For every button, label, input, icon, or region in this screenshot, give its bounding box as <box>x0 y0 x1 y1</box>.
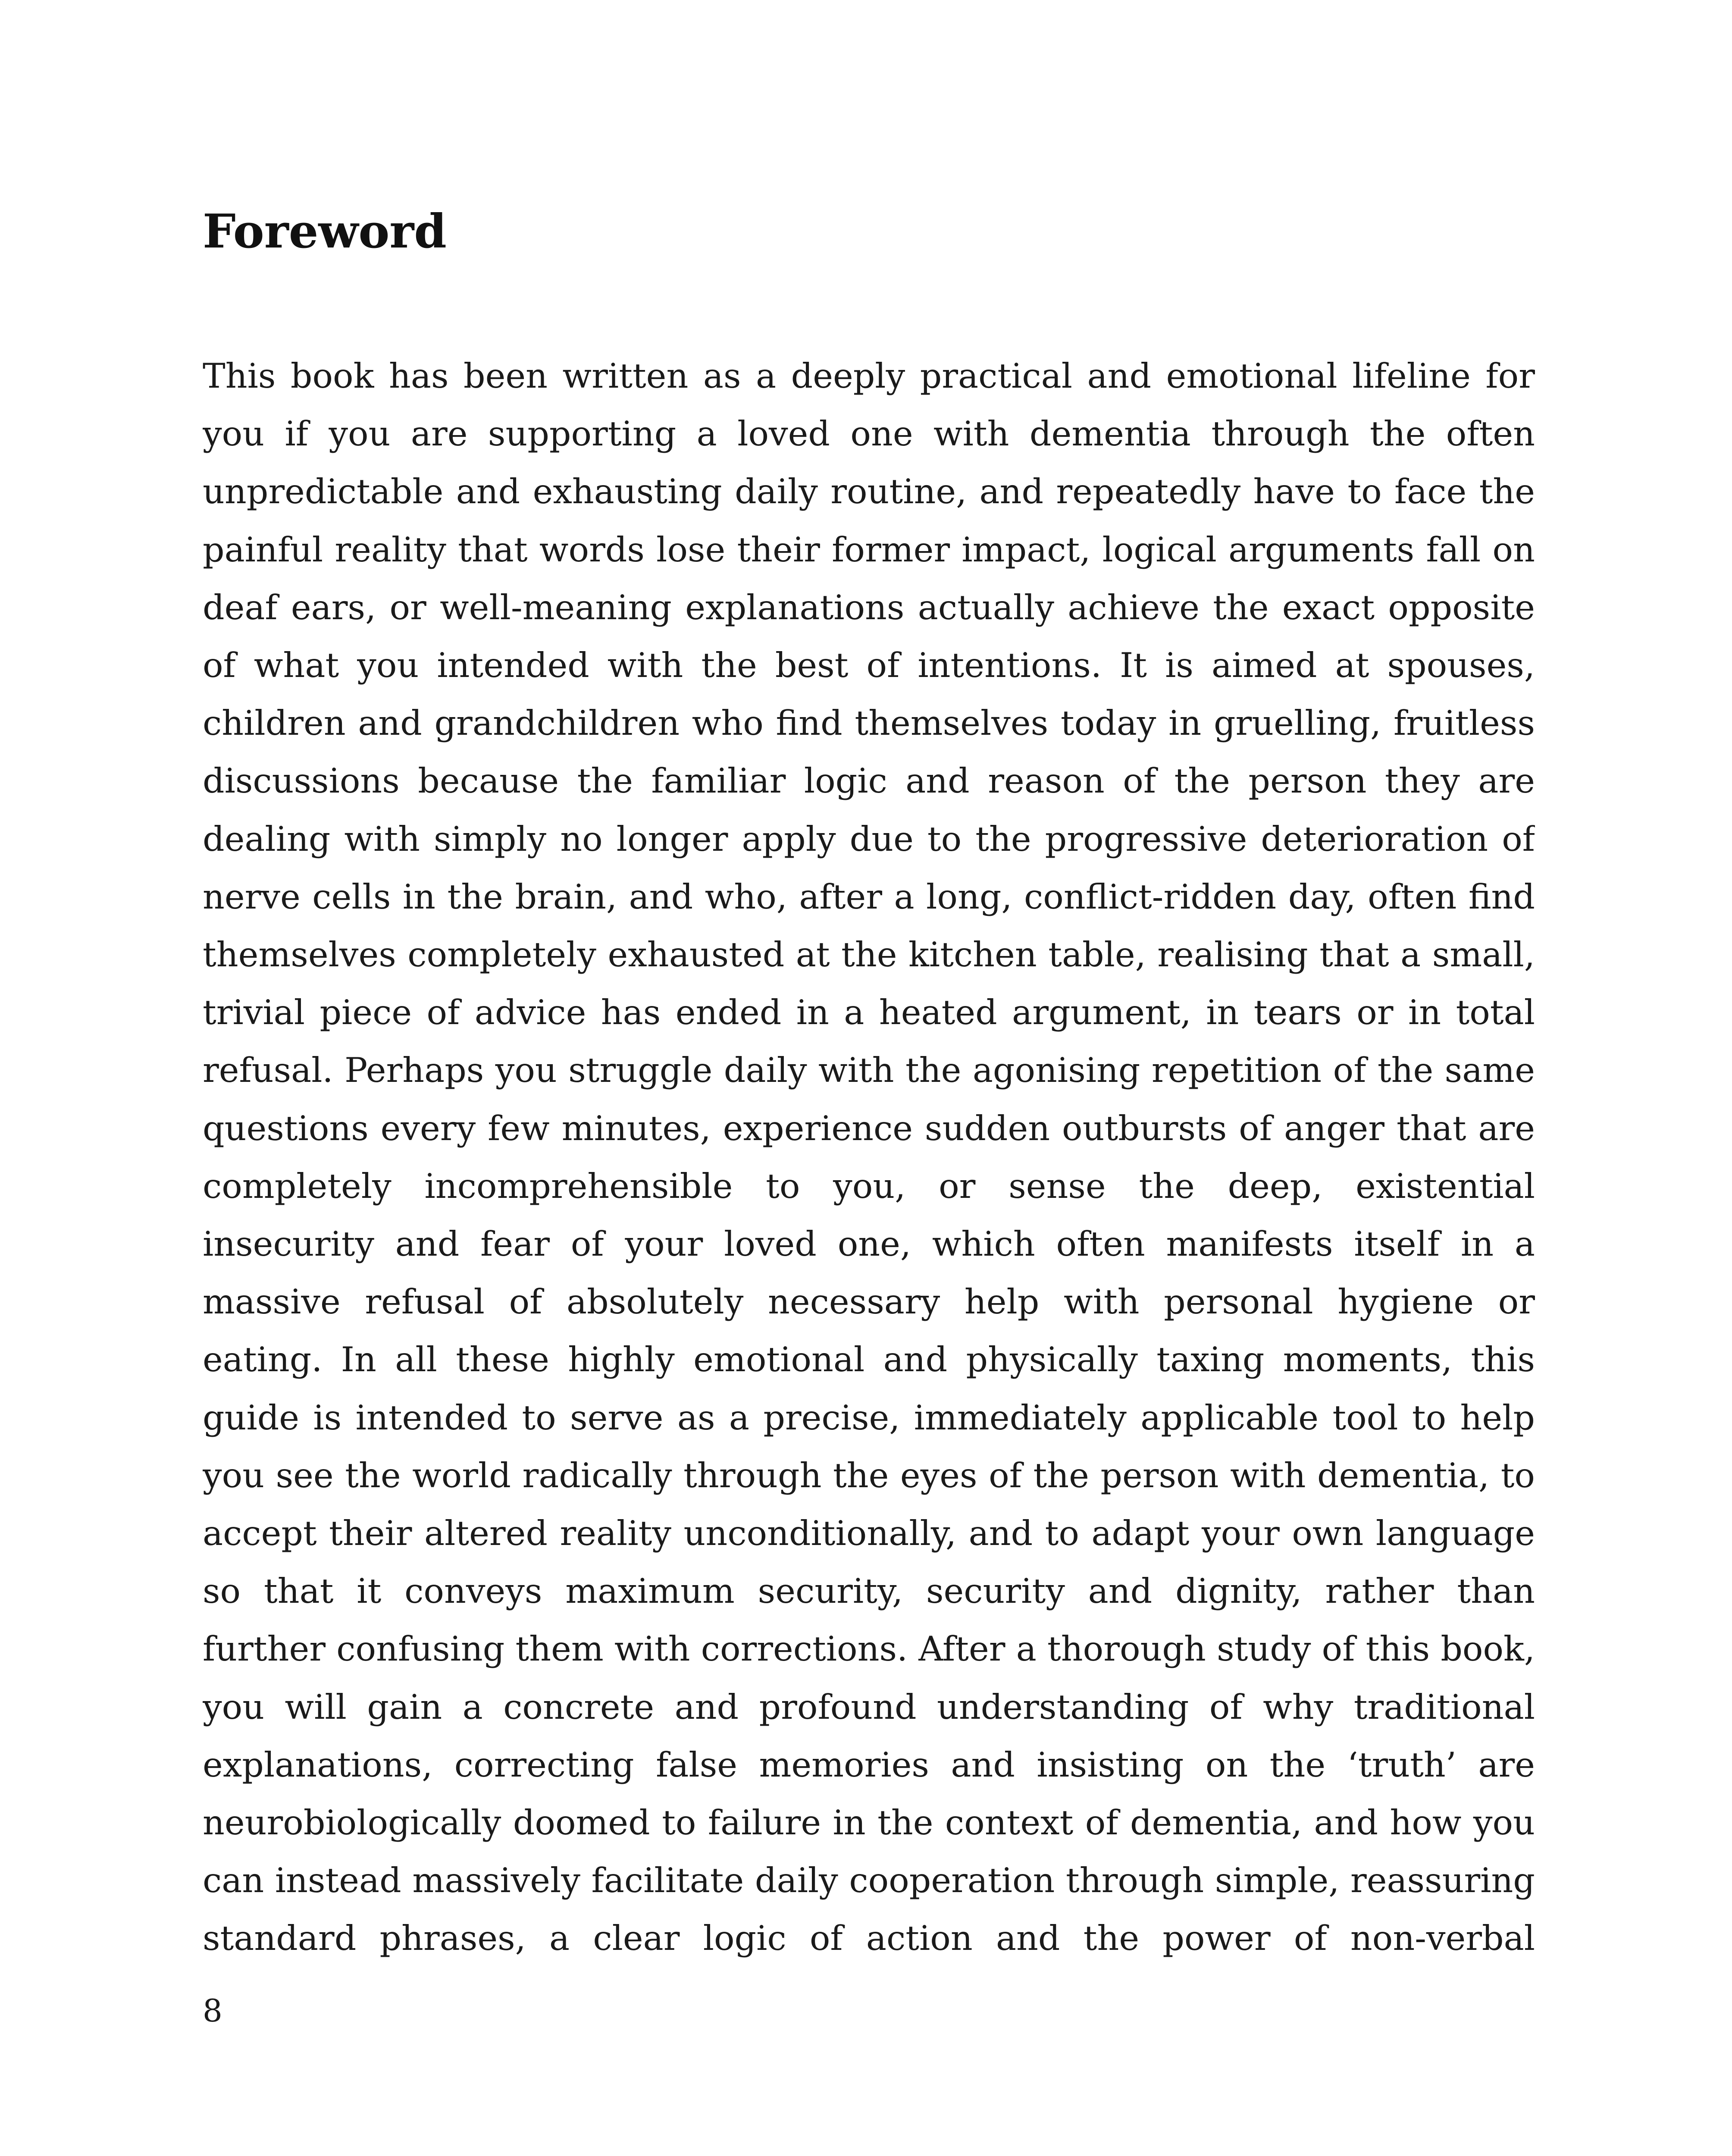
body-paragraph: This book has been written as a deeply practical and emotional lifeline for you if you are supporting a loved one with dementia through the often unpredictable and exhausting daily routine, and repeatedly have to face the painful reality that words lose their former impact, logical arguments fall on deaf ears, or well-meaning explanations actually achieve the exact opposite of what you intended with the best of intentions. It is aimed at spouses, children and grandchildren who find themselves today in gruelling, fruitless discussions because the familiar logic and reason of the person they are dealing with simply no longer apply due to the progressive deterioration of nerve cells in the brain, and who, after a long, conflict-ridden day, often find themselves completely exhausted at the kitchen table, realising that a small, trivial piece of advice has ended in a heated argument, in tears or in total refusal. Perhaps you struggle daily with the agonising repetition of the same questions every few minutes, experience sudden outbursts of anger that are completely incomprehensible to you, or sense the deep, existential insecurity and fear of your loved one, which often manifests itself in a massive refusal of absolutely necessary help with personal hygiene or eating. In all these highly emotional and physically taxing moments, this guide is intended to serve as a precise, immediately applicable tool to help you see the world radically through the eyes of the person with dementia, to accept their altered reality unconditionally, and to adapt your own language so that it conveys maximum security, security and dignity, rather than further confusing them with corrections. After a thorough study of this book, you will gain a concrete and profound understanding of why traditional explanations, correcting false memories and insisting on the ‘truth’ are neurobiologically doomed to failure in the context of dementia, and how you can instead massively facilitate daily cooperation through simple, reassuring standard phrases, a clear logic of action and the power of non-verbal <box>203 356 1535 1959</box>
page-number: 8 <box>203 1993 222 2029</box>
page-title: Foreword <box>203 204 447 259</box>
